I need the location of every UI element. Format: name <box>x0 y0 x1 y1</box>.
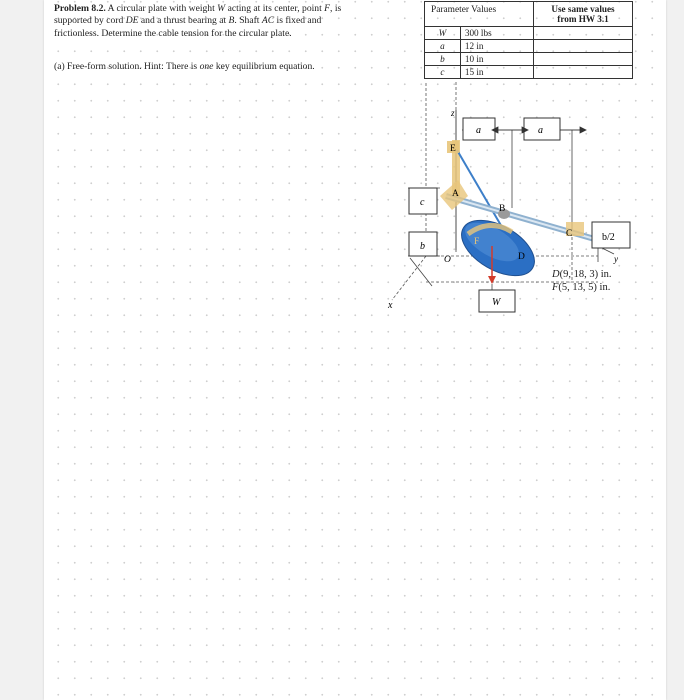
part-a-text: (a) Free-form solution. Hint: There is <box>54 61 200 72</box>
coord-f-value: (5, 13, 5) in. <box>558 282 611 293</box>
problem-text: , is <box>330 3 342 14</box>
problem-number: Problem 8.2. <box>54 3 106 14</box>
symbol-ac: AC <box>261 15 275 27</box>
z-axis-label: z <box>451 108 455 118</box>
symbol-w: W <box>217 3 226 14</box>
dim-b-half: b/2 <box>602 232 615 243</box>
y-axis-label: y <box>614 254 618 264</box>
point-o: O <box>444 255 451 265</box>
coordinates-note <box>552 268 612 294</box>
part-a-text: key equilibrium equation. <box>213 61 315 72</box>
symbol-b: B <box>228 15 235 27</box>
param-value: 12 in <box>460 40 533 53</box>
param-symbol: b <box>425 53 461 66</box>
dim-b: b <box>420 241 425 252</box>
symbol-f: F <box>324 3 331 14</box>
problem-text: is fixed and <box>274 15 322 27</box>
point-e: E <box>450 144 456 154</box>
weight-arrowhead <box>488 276 496 284</box>
point-d: D <box>518 252 525 262</box>
param-symbol: W <box>425 27 461 40</box>
param-symbol: a <box>425 40 461 53</box>
same-values-line2: from HW 3.1 <box>557 14 609 24</box>
point-b: B <box>499 204 506 214</box>
coord-d-value: (9, 18, 3) in. <box>559 269 612 280</box>
symbol-de: DE <box>125 15 139 27</box>
param-symbol: c <box>425 66 461 79</box>
coord-f <box>552 281 612 294</box>
problem-text: frictionless. Determine the cable tension for the circular plate. <box>54 27 292 39</box>
point-f: F <box>474 237 480 247</box>
coord-f-label: F <box>552 282 559 293</box>
point-a: A <box>452 189 459 199</box>
part-a-emphasis: one <box>199 61 214 72</box>
param-value: 15 in <box>460 66 533 79</box>
problem-text: and a thrust bearing at <box>138 15 229 27</box>
param-value: 300 lbs <box>460 27 533 40</box>
problem-text: acting at its center, point <box>225 3 325 14</box>
dim-c: c <box>420 197 425 208</box>
problem-text: supported by cord <box>54 15 126 27</box>
dim-a-2: a <box>538 125 543 136</box>
coord-d-label: D <box>552 269 560 280</box>
problem-text: . Shaft <box>234 15 262 27</box>
parameter-values-header: Parameter Values <box>425 2 534 27</box>
x-axis-label: x <box>388 300 393 311</box>
point-c: C <box>566 229 573 239</box>
param-value: 10 in <box>460 53 533 66</box>
weight-label: W <box>492 297 501 308</box>
dim-a-1: a <box>476 125 481 136</box>
coord-d <box>552 268 612 281</box>
same-values-line1: Use same values <box>551 4 615 14</box>
problem-text: A circular plate with weight <box>105 3 218 14</box>
